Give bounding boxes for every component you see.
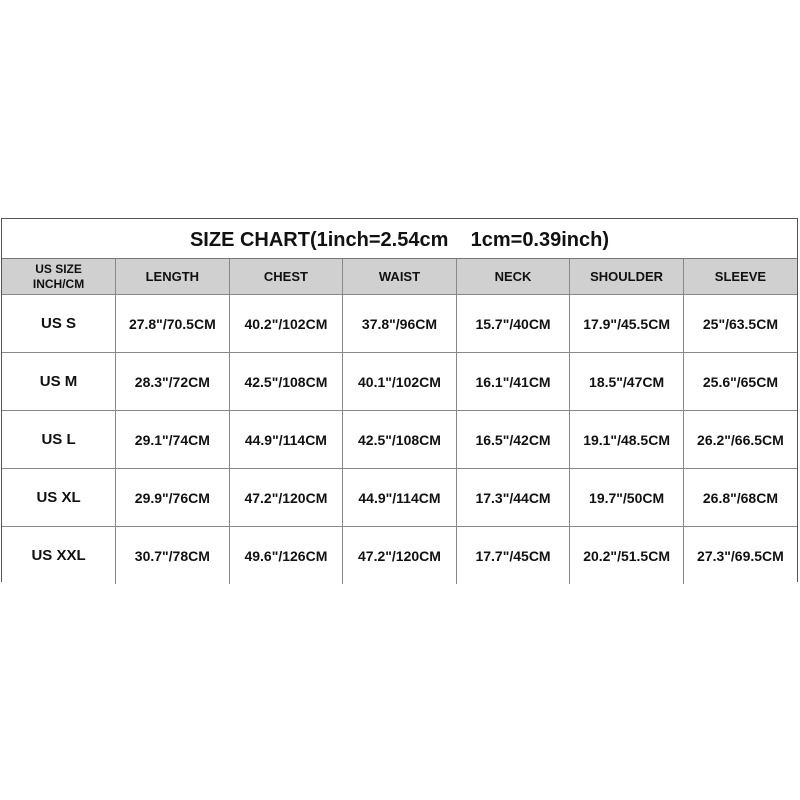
size-label: US M xyxy=(2,353,116,411)
table-cell: 47.2"/120CM xyxy=(229,469,343,527)
table-cell: 27.3"/69.5CM xyxy=(683,527,797,585)
table-cell: 20.2"/51.5CM xyxy=(570,527,684,585)
table-cell: 26.8"/68CM xyxy=(683,469,797,527)
table-cell: 44.9"/114CM xyxy=(229,411,343,469)
table-cell: 44.9"/114CM xyxy=(343,469,457,527)
table-row xyxy=(2,527,797,585)
table-cell: 17.3"/44CM xyxy=(456,469,570,527)
table-cell: 40.2"/102CM xyxy=(229,295,343,353)
corner-label-line1: US SIZE xyxy=(35,261,82,276)
column-header-waist: WAIST xyxy=(343,259,457,295)
table-cell: 16.1"/41CM xyxy=(456,353,570,411)
table-cell: 40.1"/102CM xyxy=(343,353,457,411)
table-cell: 17.9"/45.5CM xyxy=(570,295,684,353)
table-cell: 15.7"/40CM xyxy=(456,295,570,353)
table-cell: 17.7"/45CM xyxy=(456,527,570,585)
size-table xyxy=(2,259,797,584)
table-cell: 37.8"/96CM xyxy=(343,295,457,353)
column-header-sleeve: SLEEVE xyxy=(683,259,797,295)
table-cell: 19.1"/48.5CM xyxy=(570,411,684,469)
table-cell: 42.5"/108CM xyxy=(229,353,343,411)
size-label: US XL xyxy=(2,469,116,527)
chart-title: SIZE CHART(1inch=2.54cm 1cm=0.39inch) xyxy=(2,219,797,259)
size-chart xyxy=(1,218,798,582)
column-header-shoulder: SHOULDER xyxy=(570,259,684,295)
header-row xyxy=(2,259,797,295)
size-label: US S xyxy=(2,295,116,353)
table-cell: 18.5"/47CM xyxy=(570,353,684,411)
table-cell: 29.1"/74CM xyxy=(116,411,230,469)
table-cell: 29.9"/76CM xyxy=(116,469,230,527)
column-header-length: LENGTH xyxy=(116,259,230,295)
table-row xyxy=(2,469,797,527)
table-row xyxy=(2,295,797,353)
table-row xyxy=(2,411,797,469)
table-cell: 19.7"/50CM xyxy=(570,469,684,527)
corner-header xyxy=(2,259,116,295)
table-cell: 25.6"/65CM xyxy=(683,353,797,411)
table-cell: 42.5"/108CM xyxy=(343,411,457,469)
column-header-chest: CHEST xyxy=(229,259,343,295)
table-cell: 25"/63.5CM xyxy=(683,295,797,353)
table-cell: 30.7"/78CM xyxy=(116,527,230,585)
table-cell: 28.3"/72CM xyxy=(116,353,230,411)
table-cell: 27.8"/70.5CM xyxy=(116,295,230,353)
size-label: US L xyxy=(2,411,116,469)
size-label: US XXL xyxy=(2,527,116,585)
table-cell: 16.5"/42CM xyxy=(456,411,570,469)
table-row xyxy=(2,353,797,411)
corner-label-line2: INCH/CM xyxy=(32,276,85,291)
table-cell: 26.2"/66.5CM xyxy=(683,411,797,469)
table-cell: 49.6"/126CM xyxy=(229,527,343,585)
column-header-neck: NECK xyxy=(456,259,570,295)
table-cell: 47.2"/120CM xyxy=(343,527,457,585)
